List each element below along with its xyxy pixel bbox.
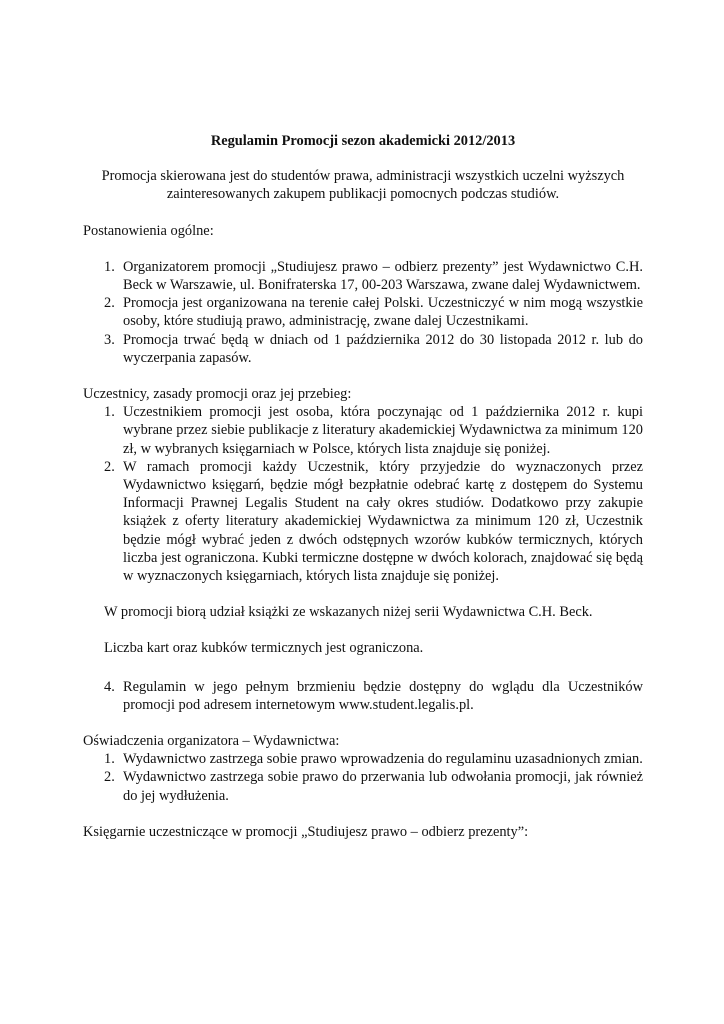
list-text: Promocja jest organizowana na terenie całej Polski. Uczestniczyć w nim mogą wszystkie osoby, które studiują prawo, administrację, zwane dalej Uczestnikami. [123,295,643,330]
list-text: Wydawnictwo zastrzega sobie prawo do przerwania lub odwołania promocji, jak również do jej wydłużenia. [123,769,643,804]
list-text: Organizatorem promocji „Studiujesz prawo – odbierz prezenty” jest Wydawnictwo C.H. Beck w Warszawie, ul. Bonifraterska 17, 00-203 Warszawa, zwane dalej Wydawnictwem. [123,258,643,294]
list-number: 4. [104,678,115,695]
series-note: W promocji biorą udział książki ze wskazanych niżej serii Wydawnictwa C.H. Beck. [104,604,593,621]
list-number: 2. [104,458,115,475]
spacer [83,585,643,603]
participants-list [83,403,643,585]
list-item [83,678,643,714]
list-number: 2. [104,295,115,312]
document-title: Regulamin Promocji sezon akademicki 2012/2013 [210,133,516,149]
list-text: Promocja trwać będą w dniach od 1 października 2012 do 30 listopada 2012 r. lub do wyczerpania zapasów. [123,331,643,366]
intro-line-2: zainteresowanych zakupem publikacji pomocnych podczas studiów. [166,186,560,203]
limit-note: Liczba kart oraz kubków termicznych jest ograniczona. [104,640,424,657]
list-item [83,768,643,804]
list-number: 1. [104,751,115,768]
general-heading: Postanowienia ogólne: [83,222,214,239]
list-text: Uczestnikiem promocji jest osoba, która poczynając od 1 października 2012 r. kupi wybrane przez siebie publikacje z literatury akademickiej Wydawnictwa za minimum 120 zł, w wybranych księgarniach w Polsce, których lista znajduje się poniżej. [123,404,643,457]
list-item [83,403,643,458]
list-item [83,458,643,585]
list-text: Regulamin w jego pełnym brzmieniu będzie dostępny do wglądu dla Uczestników promocji pod adresem internetowym www.student.legalis.pl. [123,678,643,713]
intro-line-1: Promocja skierowana jest do studentów prawa, administracji wszystkich uczelni wyższych [101,168,625,185]
list-number: 2. [104,769,115,786]
list-number: 3. [104,331,115,348]
list-item [83,750,643,768]
list-text: W ramach promocji każdy Uczestnik, który przyjedzie do wyznaczonych przez Wydawnictwo księgarń, będzie mógł bezpłatnie odebrać kartę z dostępem do Systemu Informacji Prawnej Legalis Student na cały okres studiów. Dodatkowo przy zakupie książek z oferty literatury akademickiej Wydawnictwa za minimum 120 zł, Uczestnik będzie mógł wybrać jeden z dwóch odstępnych wzorów kubków termicznych, których liczba jest ograniczona. Kubki termiczne dostępne w dwóch kolorach, znajdować się będą w wyznaczonych księgarniach, których lista znajduje się poniżej. [123,458,643,585]
bookstores-heading: Księgarnie uczestniczące w promocji „Studiujesz prawo – odbierz prezenty”: [83,823,529,840]
spacer [83,621,643,639]
organizer-heading: Oświadczenia organizatora – Wydawnictwa: [83,733,340,750]
regulation-list [83,678,643,714]
list-item [83,294,643,330]
spacer [83,658,643,678]
list-item [83,258,643,294]
list-item [83,331,643,367]
document-page [83,132,643,841]
general-list [83,258,643,367]
list-text: Wydawnictwo zastrzega sobie prawo wprowadzenia do regulaminu uzasadnionych zmian. [123,751,643,768]
list-number: 1. [104,404,115,421]
participants-heading: Uczestnicy, zasady promocji oraz jej przebieg: [83,386,352,403]
list-number: 1. [104,258,115,275]
organizer-list [83,750,643,805]
intro-paragraph [83,167,643,203]
